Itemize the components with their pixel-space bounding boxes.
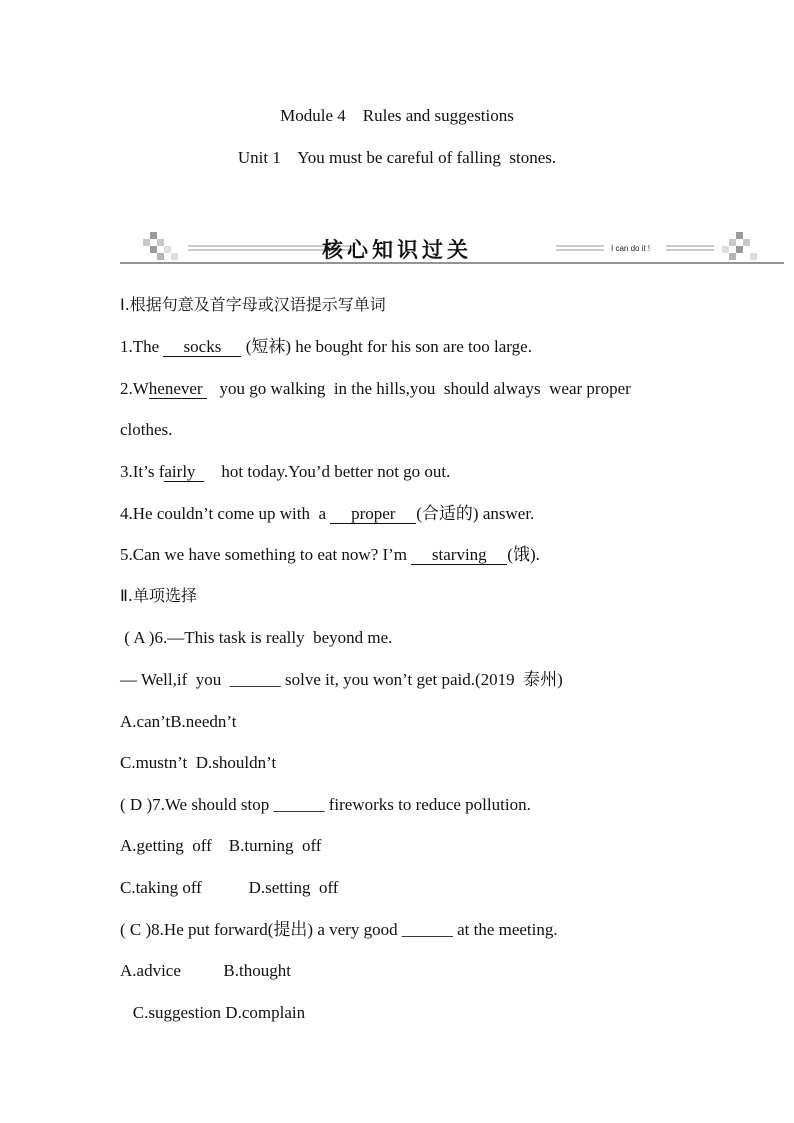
question-7-stem: ( D )7.We should stop ______ fireworks to reduce pollution.: [120, 795, 531, 814]
q3-text-pre: 3.It’s f: [120, 462, 165, 481]
question-6-stem-2: — Well,if you ______ solve it, you won’t get paid.(2019 泰州): [120, 670, 563, 689]
question-5: [120, 545, 540, 565]
q4-answer: proper: [330, 505, 416, 524]
question-6-options-cd: C.mustn’t D.shouldn’t: [120, 753, 277, 772]
question-4: [120, 504, 534, 524]
q2-text-post: you go walking in the hills,you should always wear proper: [206, 379, 631, 398]
module-title: Module 4 Rules and suggestions: [280, 106, 514, 125]
q1-answer: socks: [163, 338, 241, 357]
banner-tag: I can do it !: [611, 244, 651, 253]
question-7-options-cd: C.taking off D.setting off: [120, 878, 339, 897]
banner-title: 核心知识过关: [322, 237, 472, 262]
question-8-stem: ( C )8.He put forward(提出) a very good ______ at the meeting.: [120, 920, 558, 939]
q5-answer: starving: [411, 546, 507, 565]
section1-heading: Ⅰ.根据句意及首字母或汉语提示写单词: [120, 295, 386, 314]
section2-heading: Ⅱ.单项选择: [120, 586, 197, 605]
q2-text-pre: 2.W: [120, 379, 149, 398]
question-1: [120, 337, 532, 357]
q2-answer: henever: [149, 380, 207, 399]
question-7-options-ab: A.getting off B.turning off: [120, 836, 322, 855]
q5-text-pre: 5.Can we have something to eat now? I’m: [120, 545, 412, 564]
question-3: [120, 462, 450, 482]
q4-text-pre: 4.He couldn’t come up with a: [120, 504, 331, 523]
question-8-options-ab: A.advice B.thought: [120, 961, 291, 980]
question-6-stem: ( A )6.—This task is really beyond me.: [120, 628, 393, 647]
question-2-continuation: clothes.: [120, 420, 173, 439]
unit-title: Unit 1 You must be careful of falling stones.: [237, 148, 557, 167]
question-2: [120, 379, 631, 399]
q1-text-pre: 1.The: [120, 337, 164, 356]
q5-text-post: (饿).: [507, 545, 540, 564]
q3-text-post: hot today.You’d better not go out.: [204, 462, 451, 481]
q1-text-post: (短袜) he bought for his son are too large.: [241, 337, 532, 356]
q4-text-post: (合适的) answer.: [416, 504, 535, 523]
question-8-options-cd: C.suggestion D.complain: [120, 1003, 306, 1022]
question-6-options-ab: A.can’tB.needn’t: [120, 712, 237, 731]
q3-answer: airly: [164, 463, 204, 482]
